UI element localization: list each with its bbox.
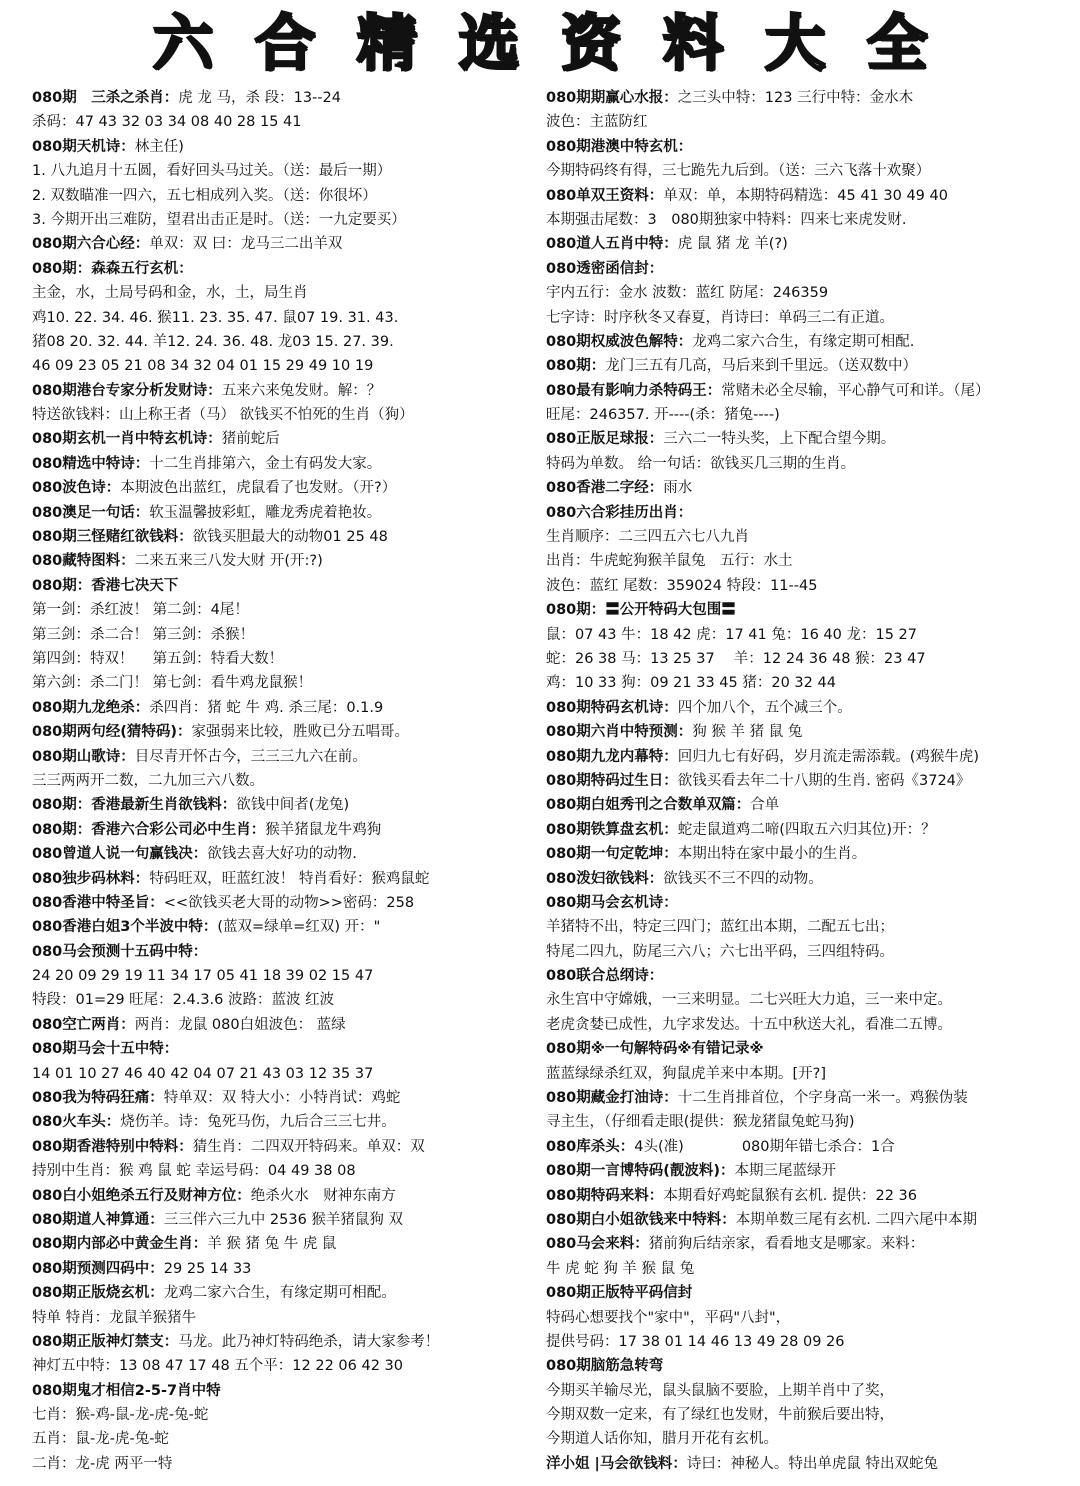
text-line (546, 1306, 1074, 1330)
line-text: 单双：双 曰：龙马三二出羊双 (149, 236, 343, 253)
text-line (546, 379, 1074, 403)
text-line (32, 623, 532, 647)
line-heading: 080空亡两肖： (32, 1016, 135, 1033)
line-heading: 080期预测四码中： (32, 1260, 164, 1277)
text-line (32, 403, 532, 427)
line-text: 龙门三五有几高，马后来到千里远。（送双数中） (605, 358, 918, 375)
line-heading: 080期铁算盘玄机： (546, 821, 678, 838)
text-line (546, 720, 1074, 744)
text-line (546, 1281, 1074, 1305)
line-text: 猜生肖：二四双开特码来。单双：双 (192, 1138, 425, 1155)
line-text: 七肖：猴-鸡-鼠-龙-虎-兔-蛇 (32, 1407, 209, 1424)
line-text: 三三伴六三九中 2536 猴羊猪鼠狗 双 (163, 1211, 404, 1228)
line-text: 主金，水，土局号码和金，水，土，局生肖 (32, 285, 308, 302)
text-line (32, 818, 532, 842)
text-line (32, 501, 532, 525)
text-line (32, 1452, 532, 1476)
line-text: 五来六来兔发财。解：？ (221, 382, 382, 399)
line-text: 鸡10. 22. 34. 46. 猴11. 23. 35. 47. 鼠07 19. 31. 43. (32, 309, 399, 326)
text-line (546, 1232, 1074, 1256)
line-heading: 080泼妇欲钱料： (546, 870, 664, 887)
text-line (32, 891, 532, 915)
line-text: 今期买羊输尽光，鼠头鼠脑不要脸，上期羊肖中了奖， (546, 1382, 894, 1399)
text-line (32, 1232, 532, 1256)
line-text: 老虎贪婪已成性，九字求发达。十五中秋送大礼，看准二五博。 (546, 1016, 952, 1033)
line-text: 本期三尾蓝绿开 (734, 1163, 837, 1180)
line-text: 今期道人话你知，腊月开花有玄机。 (546, 1431, 778, 1448)
text-line (546, 1159, 1074, 1183)
line-text: 猴羊猪鼠龙牛鸡狗 (265, 821, 382, 838)
text-line (32, 306, 532, 330)
line-heading: 080期三怪赌红欲钱料： (32, 529, 193, 546)
line-heading: 080波色诗： (32, 480, 121, 497)
line-text: 特码为单数。 给一句话：欲钱买几三期的生肖。 (546, 455, 856, 472)
line-text: 欲钱中间者(龙兔) (236, 797, 350, 814)
text-line (32, 427, 532, 451)
line-text: 波色：主蓝防红 (546, 114, 648, 131)
text-line (546, 403, 1074, 427)
text-line (546, 257, 1074, 281)
line-text: 常赌未必全尽输，平心静气可和详。（尾） (721, 382, 990, 399)
text-line (32, 135, 532, 159)
text-line (546, 1037, 1074, 1061)
line-text: 特尾二四九，防尾三六八；六七出平码，三四组特码。 (546, 943, 894, 960)
text-line (546, 1184, 1074, 1208)
text-line (546, 598, 1074, 622)
text-line (546, 86, 1074, 110)
line-text: 蓝蓝绿绿杀红双，狗鼠虎羊来中本期。[开?] (546, 1065, 827, 1082)
text-line (546, 818, 1074, 842)
line-heading: 080期九龙绝杀： (32, 699, 150, 716)
line-text: 诗曰：神秘人。特出单虎鼠 特出双蛇兔 (686, 1455, 938, 1472)
line-text: 旺尾：246357. 开----(杀：猪兔----) (546, 407, 780, 424)
line-text: 软玉温馨披彩虹，雕龙秀虎着艳妆。 (149, 504, 382, 521)
line-heading: 洋小姐 |马会欲钱料： (546, 1455, 687, 1472)
line-text: 今期特码终有得，三七跪先九后到。（送：三六飞落十欢聚） (546, 163, 931, 180)
line-text: 二肖：龙-虎 两平一特 (32, 1455, 173, 1472)
line-text: 杀码：47 43 32 03 34 08 40 28 15 41 (32, 114, 302, 131)
line-text: 欲钱去喜大好功的动物. (207, 846, 357, 863)
line-text: 二来五来三八发大财 开(开:?) (134, 553, 323, 570)
line-heading: 080期特码来料： (546, 1187, 664, 1204)
line-text: 牛 虎 蛇 狗 羊 猴 鼠 兔 (546, 1260, 695, 1277)
text-line (32, 1208, 532, 1232)
text-line (32, 915, 532, 939)
text-line (32, 1110, 532, 1134)
line-heading: 080期道人神算通： (32, 1211, 164, 1228)
line-heading: 080期白小姐欲钱来中特料： (546, 1211, 736, 1228)
text-line (546, 769, 1074, 793)
text-line (546, 330, 1074, 354)
line-text: 欲钱买看去年二十八期的生肖. 密码《3724》 (677, 772, 971, 789)
text-line (546, 964, 1074, 988)
text-line (546, 549, 1074, 573)
text-line (32, 988, 532, 1012)
text-line (32, 1257, 532, 1281)
line-heading: 080期正版特平码信封 (546, 1285, 693, 1302)
line-heading: 080期藏金打油诗： (546, 1090, 678, 1107)
line-heading: 080香港中特圣旨： (32, 894, 164, 911)
line-heading: 080六合彩挂历出肖： (546, 504, 693, 521)
text-line (546, 842, 1074, 866)
line-text: 持别中生肖：猴 鸡 鼠 蛇 幸运号码：04 49 38 08 (32, 1163, 356, 1180)
text-line (546, 793, 1074, 817)
line-heading: 080期一言博特码(靓波料)： (546, 1163, 735, 1180)
line-text: 本期强击尾数：3 080期独家中特料：四来七来虎发财. (546, 211, 907, 228)
line-heading: 080藏特图料： (32, 553, 135, 570)
line-text: 1. 八九追月十五圆，看好回头马过关。（送：最后一期） (32, 163, 392, 180)
line-heading: 080期 三杀之杀肖： (32, 90, 179, 106)
line-text: 猪前蛇后 (221, 431, 280, 448)
text-line (546, 1403, 1074, 1427)
line-heading: 080马会来料： (546, 1236, 649, 1253)
line-text: 十二生肖排首位，个字身高一米一。鸡猴伪装 (677, 1090, 968, 1107)
line-heading: 080期内部必中黄金生肖： (32, 1236, 208, 1253)
line-text: 猪08 20. 32. 44. 羊12. 24. 36. 48. 龙03 15. 27. 39. (32, 333, 394, 350)
text-line (32, 452, 532, 476)
line-heading: 080我为特码狂痛： (32, 1090, 164, 1107)
line-heading: 080期权威波色解特： (546, 333, 693, 350)
line-text: 五肖：鼠-龙-虎-兔-蛇 (32, 1431, 169, 1448)
text-line (32, 208, 532, 232)
text-line (32, 281, 532, 305)
line-text: 46 09 23 05 21 08 34 32 04 01 15 29 49 10 19 (32, 358, 374, 375)
line-text: 永生宫中守嫦娥，一三来明显。二七兴旺大力追，三一来中定。 (546, 992, 952, 1009)
line-text: 狗 猴 羊 猪 鼠 兔 (692, 724, 803, 741)
line-heading: 080马会预测十五码中特： (32, 943, 208, 960)
line-text: 龙鸡二家六合生，有缘定期可相配. (692, 333, 915, 350)
text-line (32, 379, 532, 403)
text-line (32, 696, 532, 720)
text-line (32, 647, 532, 671)
line-text: 第一剑：杀红波！ 第二剑：4尾！ (32, 602, 249, 619)
text-line (546, 1379, 1074, 1403)
text-line (32, 1086, 532, 1110)
line-heading: 080曾道人说一句赢钱决： (32, 846, 208, 863)
text-line (32, 1403, 532, 1427)
text-line (546, 647, 1074, 671)
text-line (32, 1306, 532, 1330)
line-text: <<欲钱买老大哥的动物>>密码：258 (163, 894, 415, 911)
text-line (32, 1135, 532, 1159)
text-line (546, 1208, 1074, 1232)
text-line (546, 1330, 1074, 1354)
text-line (546, 671, 1074, 695)
line-heading: 080期两句经(猜特码)： (32, 724, 192, 741)
text-line (546, 208, 1074, 232)
line-heading: 080期港澳中特玄机： (546, 138, 693, 155)
line-heading: 080最有影响力杀特码王： (546, 382, 722, 399)
line-text: 特送欲钱料：山上称王者（马） 欲钱买不怕死的生肖（狗） (32, 407, 414, 424)
line-text: 三三两两开二数，二九加三六八数。 (32, 772, 264, 789)
title-character: 大 (765, 9, 825, 79)
text-line (546, 427, 1074, 451)
title-character: 料 (663, 9, 723, 79)
text-line (546, 891, 1074, 915)
line-heading: 080期六肖中特预测： (546, 724, 693, 741)
text-line (546, 988, 1074, 1012)
line-text: 本期波色出蓝红，虎鼠看了也发财。（开?） (120, 480, 397, 497)
text-line (546, 1062, 1074, 1086)
line-text: 神灯五中特：13 08 47 17 48 五个平：12 22 06 42 30 (32, 1358, 403, 1375)
text-line (546, 281, 1074, 305)
text-line (546, 1110, 1074, 1134)
text-line (546, 110, 1074, 134)
text-line (32, 86, 532, 110)
line-text: 合单 (750, 797, 780, 814)
text-line (32, 232, 532, 256)
text-line (32, 793, 532, 817)
line-text: 特段：01=29 旺尾：2.4.3.6 波路：蓝波 红波 (32, 992, 335, 1009)
line-heading: 080期六合心经： (32, 236, 150, 253)
line-text: 虎 龙 马，杀 段：13--24 (178, 90, 341, 106)
text-line (546, 501, 1074, 525)
line-heading: 080期马会十五中特： (32, 1041, 179, 1058)
line-text: 羊猪特不出，特定三四门；蓝红出本期，二配五七出； (546, 919, 894, 936)
line-heading: 080期白姐秀刊之合数单双篇： (546, 797, 751, 814)
title-character: 精 (357, 9, 417, 79)
line-text: 提供号码：17 38 01 14 46 13 49 28 09 26 (546, 1333, 845, 1350)
line-text: 波色：蓝红 尾数：359024 特段：11--45 (546, 577, 818, 594)
text-line (546, 525, 1074, 549)
text-line (32, 159, 532, 183)
text-line (546, 452, 1074, 476)
line-text: 本期单数三尾有玄机. 二四六尾中本期 (735, 1211, 977, 1228)
line-text: 特码旺双，旺蓝红波！ 特肖看好：猴鸡鼠蛇 (149, 870, 430, 887)
line-heading: 080期脑筋急转弯 (546, 1358, 664, 1375)
line-text: 特单 特肖：龙鼠羊猴猪牛 (32, 1309, 197, 1326)
line-text: 羊 猴 猪 兔 牛 虎 鼠 (207, 1236, 337, 1253)
line-text: 林主任) (134, 138, 184, 155)
text-line (32, 769, 532, 793)
text-line (546, 1013, 1074, 1037)
line-text: 七字诗：时序秋冬又春夏，肖诗曰：单码三二有正道。 (546, 309, 894, 326)
line-text: 4头(准) 080期年错七杀合：1合 (634, 1138, 895, 1155)
line-text: 蛇：26 38 马：13 25 37 羊：12 24 36 48 猴：23 47 (546, 650, 926, 667)
text-line (546, 1135, 1074, 1159)
line-heading: 080香港白姐3个半波中特： (32, 919, 218, 936)
title-character: 全 (867, 9, 927, 79)
text-line (546, 915, 1074, 939)
text-line (32, 1013, 532, 1037)
text-line (32, 1184, 532, 1208)
line-heading: 080期玄机一肖中特玄机诗： (32, 431, 222, 448)
line-text: 之三头中特：123 三行中特：金水木 (677, 90, 914, 106)
line-heading: 080期九龙内幕特： (546, 748, 678, 765)
text-line (32, 330, 532, 354)
line-heading: 080独步码林料： (32, 870, 150, 887)
line-heading: 080期一句定乾坤： (546, 846, 678, 863)
line-text: 四个加八个，五个减三个。 (677, 699, 852, 716)
title-character: 资 (561, 9, 621, 79)
left-column (32, 86, 532, 1476)
line-text: 第三剑：杀二合！ 第三剑：杀猴！ (32, 626, 255, 643)
text-line (32, 184, 532, 208)
text-line (546, 135, 1074, 159)
text-line (546, 306, 1074, 330)
text-line (546, 1354, 1074, 1378)
text-line (32, 867, 532, 891)
line-heading: 080香港二字经： (546, 480, 664, 497)
line-heading: 080期特码玄机诗： (546, 699, 678, 716)
line-heading: 080期：〓公开特码大包围〓 (546, 602, 736, 619)
text-line (32, 257, 532, 281)
line-text: 14 01 10 27 46 40 42 04 07 21 43 03 12 35 37 (32, 1065, 374, 1082)
page-title (0, 6, 1080, 82)
line-text: 3. 今期开出三难防，望君出击正是时。（送：一九定要买） (32, 211, 406, 228)
line-text: 马龙。此乃神灯特码绝杀，请大家参考！ (178, 1333, 440, 1350)
line-text: 出肖：牛虎蛇狗猴羊鼠兔 五行：水土 (546, 553, 793, 570)
line-text: 蛇走鼠道鸡二啼(四取五六归其位)开：？ (677, 821, 936, 838)
line-text: 猪前狗后结亲家，看看地支是哪家。来料： (648, 1236, 925, 1253)
line-heading: 080单双王资料： (546, 187, 664, 204)
line-text: 鼠：07 43 牛：18 42 虎：17 41 兔：16 40 龙：15 27 (546, 626, 917, 643)
line-heading: 080期香港特别中特料： (32, 1138, 193, 1155)
line-text: 欲钱买胆最大的动物01 25 48 (192, 529, 388, 546)
text-line (32, 720, 532, 744)
line-heading: 080期：森森五行玄机： (32, 260, 193, 277)
title-character: 选 (459, 9, 519, 79)
line-heading: 080期山歌诗： (32, 748, 135, 765)
text-line (32, 1354, 532, 1378)
line-heading: 080库杀头： (546, 1138, 635, 1155)
line-text: 单双：单，本期特码精选：45 41 30 49 40 (663, 187, 948, 204)
text-line (32, 842, 532, 866)
text-line (32, 525, 532, 549)
line-text: 第四剑：特双！ 第五剑：特看大数！ (32, 650, 284, 667)
text-line (32, 940, 532, 964)
text-line (32, 574, 532, 598)
line-heading: 080期期赢心水报： (546, 90, 678, 106)
line-heading: 080联合总纲诗： (546, 968, 664, 985)
line-text: (蓝双=绿单=红双) 开：" (217, 919, 381, 936)
text-line (32, 1037, 532, 1061)
line-text: 杀四肖：猪 蛇 牛 鸡. 杀三尾：0.1.9 (149, 699, 384, 716)
line-text: 虎 鼠 猪 龙 羊(?) (677, 236, 788, 253)
line-text: 目尽青开怀古今，三三三九六在前。 (134, 748, 367, 765)
line-heading: 080期正版烧玄机： (32, 1285, 164, 1302)
text-line (546, 745, 1074, 769)
text-line (546, 184, 1074, 208)
line-heading: 080期： (546, 358, 606, 375)
line-heading: 080期正版神灯禁支： (32, 1333, 179, 1350)
line-heading: 080期特码过生日： (546, 772, 678, 789)
text-line (546, 476, 1074, 500)
line-heading: 080期马会玄机诗： (546, 894, 678, 911)
line-heading: 080澳足一句话： (32, 504, 150, 521)
line-heading: 080白小姐绝杀五行及财神方位： (32, 1187, 251, 1204)
line-text: 今期双数一定来，有了绿红也发财，牛前猴后要出特， (546, 1407, 894, 1424)
text-line (32, 745, 532, 769)
line-text: 2. 双数瞄准一四六，五七相成列入奖。（送：你很坏） (32, 187, 377, 204)
line-text: 第六剑：杀二门！ 第七剑：看牛鸡龙鼠猴！ (32, 675, 313, 692)
line-text: 雨水 (663, 480, 693, 497)
line-heading: 080期：香港最新生肖欲钱料： (32, 797, 237, 814)
line-text: 龙鸡二家六合生，有缘定期可相配。 (163, 1285, 396, 1302)
line-text: 两肖：龙鼠 080白姐波色： 蓝绿 (134, 1016, 346, 1033)
text-line (32, 1281, 532, 1305)
line-text: 三六二一特头奖，上下配合望今期。 (663, 431, 896, 448)
line-heading: 080精选中特诗： (32, 455, 150, 472)
line-text: 欲钱买不三不四的动物。 (663, 870, 823, 887)
line-text: 十二生肖排第六，金土有码发大家。 (149, 455, 382, 472)
text-line (32, 354, 532, 378)
text-line (546, 623, 1074, 647)
text-line (546, 867, 1074, 891)
title-character: 合 (255, 9, 315, 79)
text-line (32, 1379, 532, 1403)
text-line (32, 1062, 532, 1086)
line-text: 家强弱来比较，胜败已分五唱哥。 (191, 724, 410, 741)
line-text: 特单双：双 特大小：小特肖试：鸡蛇 (163, 1090, 401, 1107)
line-heading: 080透密函信封： (546, 260, 664, 277)
text-line (32, 964, 532, 988)
line-heading: 080道人五肖中特： (546, 236, 678, 253)
text-line (546, 1257, 1074, 1281)
text-line (32, 110, 532, 134)
line-heading: 080期天机诗： (32, 138, 135, 155)
line-text: 特码心想要找个"家中"，平码"八封"， (546, 1309, 791, 1326)
text-line (546, 696, 1074, 720)
text-line (32, 476, 532, 500)
right-column (546, 86, 1074, 1476)
text-line (546, 940, 1074, 964)
line-text: 宇内五行：金水 波数：蓝红 防尾：246359 (546, 285, 829, 302)
text-line (546, 574, 1074, 598)
text-line (32, 1427, 532, 1451)
line-heading: 080正版足球报： (546, 431, 664, 448)
line-heading: 080期港台专家分析发财诗： (32, 382, 222, 399)
text-line (32, 549, 532, 573)
line-text: 29 25 14 33 (163, 1260, 252, 1277)
line-text: 生肖顺序：二三四五六七八九肖 (546, 529, 749, 546)
text-line (546, 1086, 1074, 1110)
text-line (546, 1452, 1074, 1476)
text-line (32, 598, 532, 622)
text-line (546, 354, 1074, 378)
text-line (546, 232, 1074, 256)
text-line (32, 671, 532, 695)
text-line (32, 1330, 532, 1354)
line-heading: 080期：香港七决天下 (32, 577, 179, 594)
title-character: 六 (153, 9, 213, 79)
line-text: 寻主生，（仔细看走眼(提供：猴龙猪鼠兔蛇马狗) (546, 1114, 855, 1131)
line-text: 烧伤羊。诗：兔死马伤，九后合三三七井。 (120, 1114, 396, 1131)
line-heading: 080期：香港六合彩公司必中生肖： (32, 821, 266, 838)
text-line (32, 1159, 532, 1183)
line-text: 24 20 09 29 19 11 34 17 05 41 18 39 02 15 47 (32, 968, 374, 985)
line-heading: 080火车头： (32, 1114, 121, 1131)
line-heading: 080期鬼才相信2-5-7肖中特 (32, 1382, 221, 1399)
line-text: 鸡：10 33 狗：09 21 33 45 猪：20 32 44 (546, 675, 836, 692)
text-line (546, 159, 1074, 183)
line-text: 绝杀火水 财神东南方 (250, 1187, 396, 1204)
text-line (546, 1427, 1074, 1451)
line-text: 本期出特在家中最小的生肖。 (677, 846, 867, 863)
line-text: 本期看好鸡蛇鼠猴有玄机. 提供：22 36 (663, 1187, 918, 1204)
line-heading: 080期※一句解特码※有错记录※ (546, 1041, 764, 1058)
line-text: 回归九七有好码，岁月流走需添载。(鸡猴牛虎) (677, 748, 980, 765)
